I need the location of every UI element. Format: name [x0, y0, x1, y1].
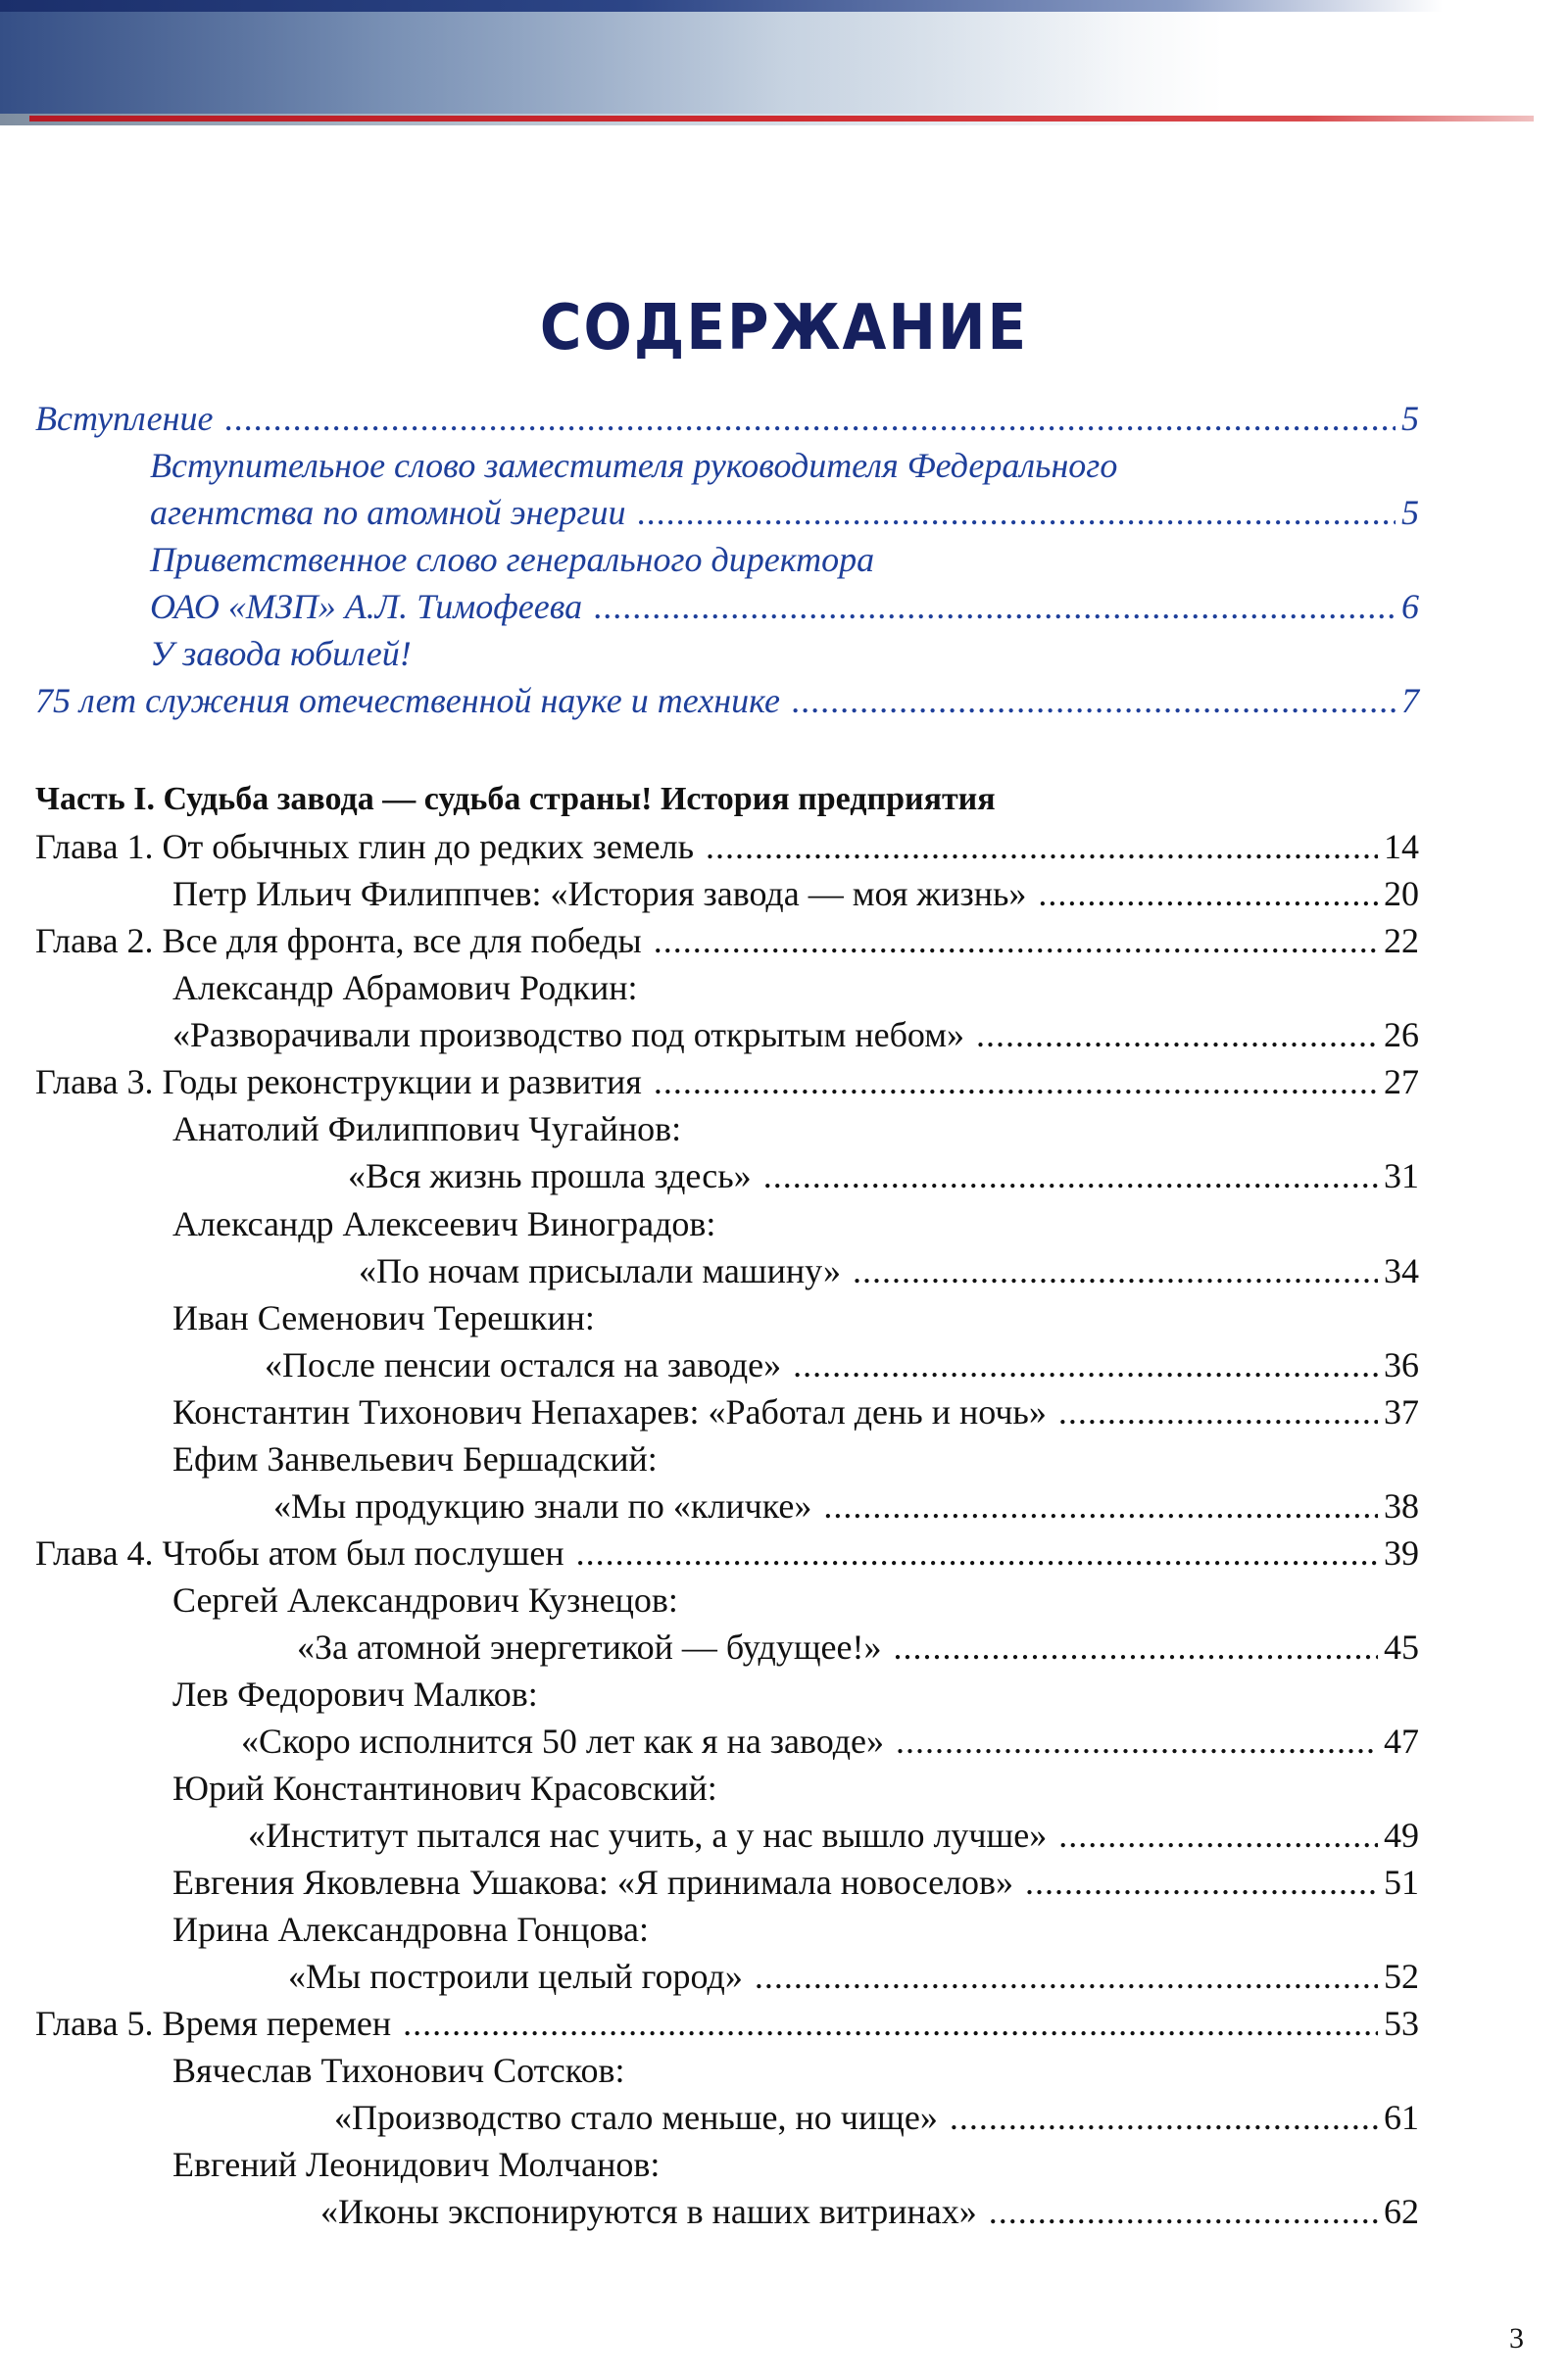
- toc-entry-page: 5: [1401, 493, 1419, 532]
- toc-entry-chapter-1[interactable]: [35, 824, 1419, 869]
- toc-entry-privet[interactable]: [150, 584, 1419, 629]
- dot-leader: [654, 1059, 1378, 1104]
- dot-leader: [976, 1012, 1378, 1057]
- dot-leader: [894, 1625, 1379, 1670]
- toc-entry-bershadsky[interactable]: [273, 1483, 1419, 1529]
- toc-entry-chugainov[interactable]: [348, 1153, 1419, 1198]
- toc-text-gontsova-name: Ирина Александровна Гонцова:: [172, 1910, 649, 1949]
- toc-entry-label: «Мы построили целый город»: [288, 1957, 743, 1996]
- toc-text-krasovsky-name: Юрий Константинович Красовский:: [172, 1769, 717, 1808]
- page-number: 3: [1509, 2322, 1524, 2355]
- toc-text-rodkin-name: Александр Абрамович Родкин:: [172, 968, 638, 1007]
- toc-entry-page: 39: [1384, 1533, 1419, 1573]
- dot-leader: [1058, 1813, 1378, 1858]
- toc-entry-chapter-4[interactable]: [35, 1530, 1419, 1576]
- toc-text-molchanov-name: Евгений Леонидович Молчанов:: [172, 2145, 661, 2184]
- toc-entry-label: Евгения Яковлевна Ушакова: «Я принимала новоселов»: [172, 1863, 1014, 1902]
- toc-entry-page: 49: [1384, 1816, 1419, 1855]
- dot-leader: [1058, 1389, 1378, 1434]
- toc-entry-page: 14: [1384, 827, 1419, 866]
- toc-entry-chapter-3[interactable]: [35, 1059, 1419, 1104]
- dot-leader: [853, 1248, 1378, 1293]
- toc-entry-page: 45: [1384, 1627, 1419, 1667]
- toc-entry-page: 52: [1384, 1957, 1419, 1996]
- toc-text-tereshkin-name: Иван Семенович Терешкин:: [172, 1298, 595, 1337]
- toc-entry-krasovsky[interactable]: [248, 1813, 1419, 1858]
- dot-leader: [1038, 871, 1378, 916]
- toc-text-jubilee: У завода юбилей!: [150, 634, 412, 673]
- toc-entry-label: Глава 5. Время перемен: [35, 2004, 392, 2043]
- dot-leader: [637, 490, 1396, 535]
- toc-entry-label: «Разворачивали производство под открытым небом»: [172, 1015, 965, 1054]
- toc-entry-label: 75 лет служения отечественной науке и технике: [35, 681, 780, 720]
- toc-entry-page: 61: [1384, 2098, 1419, 2137]
- toc-entry-malkov[interactable]: [241, 1719, 1419, 1764]
- toc-entry-label: агентства по атомной энергии: [150, 493, 626, 532]
- toc-entry-label: ОАО «МЗП» А.Л. Тимофеева: [150, 587, 583, 626]
- toc-entry-page: 6: [1401, 587, 1419, 626]
- dot-leader: [403, 2001, 1378, 2046]
- dot-leader: [989, 2189, 1378, 2234]
- toc-entry-nepakharev[interactable]: [172, 1389, 1419, 1434]
- dot-leader: [224, 396, 1396, 441]
- toc-text-kuznetsov-name: Сергей Александрович Кузнецов:: [172, 1580, 678, 1620]
- toc-entry-page: 26: [1384, 1015, 1419, 1054]
- toc-text-bershadsky-name: Ефим Занвельевич Бершадский:: [172, 1439, 658, 1479]
- toc-entry-label: «Производство стало меньше, но чище»: [334, 2098, 938, 2137]
- toc-entry-label: «По ночам присылали машину»: [359, 1251, 842, 1290]
- dot-leader: [896, 1719, 1378, 1764]
- toc-entry-page: 62: [1384, 2192, 1419, 2231]
- toc-entry-molchanov[interactable]: [320, 2189, 1419, 2234]
- toc-entry-page: 22: [1384, 921, 1419, 960]
- toc-text-slovo-line1: Вступительное слово заместителя руководителя Федерального: [150, 446, 1118, 485]
- toc-entry-tereshkin[interactable]: [265, 1342, 1419, 1387]
- toc-entry-label: Глава 4. Чтобы атом был послушен: [35, 1533, 564, 1573]
- toc-entry-page: 51: [1384, 1863, 1419, 1902]
- toc-entry-page: 7: [1401, 681, 1419, 720]
- toc-entry-vinogradov[interactable]: [359, 1248, 1419, 1293]
- toc-entry-label: «Вся жизнь прошла здесь»: [348, 1156, 752, 1195]
- dot-leader: [1025, 1860, 1378, 1905]
- toc-entry-page: 31: [1384, 1156, 1419, 1195]
- toc-entry-label: «После пенсии остался на заводе»: [265, 1345, 782, 1384]
- toc-entry-page: 47: [1384, 1722, 1419, 1761]
- toc-entry-kuznetsov[interactable]: [297, 1625, 1419, 1670]
- toc-entry-label: «Скоро исполнится 50 лет как я на заводе»: [241, 1722, 885, 1761]
- toc-entry-label: «Институт пытался нас учить, а у нас вышло лучше»: [248, 1816, 1048, 1855]
- page-title: СОДЕРЖАНИЕ: [539, 290, 1029, 364]
- toc-entry-label: Вступление: [35, 399, 214, 438]
- toc-text-malkov-name: Лев Федорович Малков:: [172, 1675, 538, 1714]
- toc-entry-label: «Иконы экспонируются в наших витринах»: [320, 2192, 977, 2231]
- toc-entry-label: Глава 2. Все для фронта, все для победы: [35, 921, 642, 960]
- dot-leader: [654, 918, 1378, 963]
- part-heading: Часть I. Судьба завода — судьба страны! История предприятия: [35, 781, 996, 817]
- toc-entry-page: 27: [1384, 1062, 1419, 1101]
- dot-leader: [793, 1342, 1378, 1387]
- toc-entry-sotskov[interactable]: [334, 2095, 1419, 2140]
- toc-entry-filippchev[interactable]: [172, 871, 1419, 916]
- dot-leader: [706, 824, 1378, 869]
- toc-entry-page: 37: [1384, 1392, 1419, 1432]
- toc-entry-page: 34: [1384, 1251, 1419, 1290]
- toc-entry-page: 36: [1384, 1345, 1419, 1384]
- toc-text-privet-line1: Приветственное слово генерального директора: [150, 540, 875, 579]
- toc-entry-label: «За атомной энергетикой — будущее!»: [297, 1627, 882, 1667]
- toc-entry-page: 5: [1401, 399, 1419, 438]
- toc-entry-vstuplenie[interactable]: [35, 396, 1419, 441]
- dot-leader: [950, 2095, 1378, 2140]
- toc-text-chugainov-name: Анатолий Филиппович Чугайнов:: [172, 1109, 682, 1148]
- toc-entry-label: Глава 3. Годы реконструкции и развития: [35, 1062, 642, 1101]
- dot-leader: [755, 1954, 1378, 1999]
- toc-entry-page: 53: [1384, 2004, 1419, 2043]
- dot-leader: [823, 1483, 1378, 1529]
- toc-entry-label: «Мы продукцию знали по «кличке»: [273, 1486, 812, 1526]
- dot-leader: [792, 678, 1396, 723]
- toc-entry-chapter-2[interactable]: [35, 918, 1419, 963]
- toc-entry-ushakova[interactable]: [172, 1860, 1419, 1905]
- dot-leader: [576, 1530, 1378, 1576]
- toc-entry-label: Петр Ильич Филиппчев: «История завода — моя жизнь»: [172, 874, 1027, 913]
- toc-entry-page: 38: [1384, 1486, 1419, 1526]
- dot-leader: [594, 584, 1396, 629]
- dot-leader: [763, 1153, 1378, 1198]
- toc-entry-page: 20: [1384, 874, 1419, 913]
- toc-entry-gontsova[interactable]: [288, 1954, 1419, 1999]
- toc-text-sotskov-name: Вячеслав Тихонович Сотсков:: [172, 2051, 625, 2090]
- toc-entry-rodkin[interactable]: [172, 1012, 1419, 1057]
- toc-entry-label: Глава 1. От обычных глин до редких земель: [35, 827, 695, 866]
- toc-entry-slovo[interactable]: [150, 490, 1419, 535]
- toc-entry-chapter-5[interactable]: [35, 2001, 1419, 2046]
- toc-entry-label: Константин Тихонович Непахарев: «Работал день и ночь»: [172, 1392, 1047, 1432]
- toc-text-vinogradov-name: Александр Алексеевич Виноградов:: [172, 1204, 716, 1243]
- toc-entry-75-years[interactable]: [35, 678, 1419, 723]
